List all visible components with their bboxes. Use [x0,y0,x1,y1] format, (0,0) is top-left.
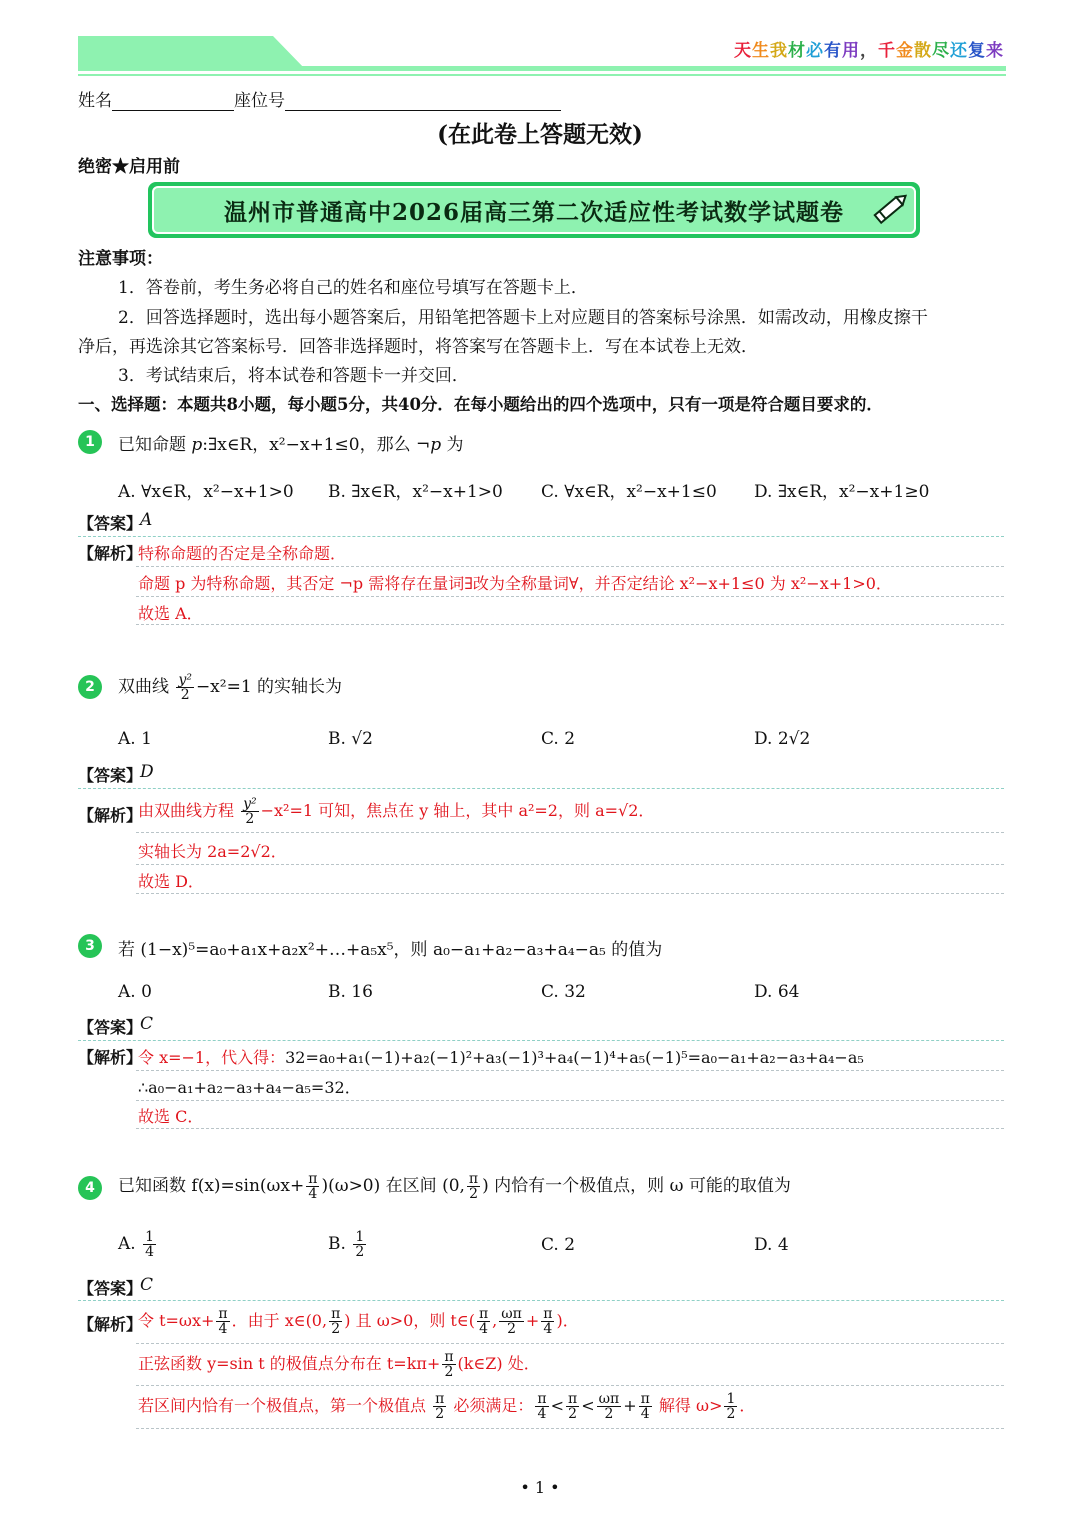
divider [136,1128,1004,1129]
instruction-2a: 2．回答选择题时，选出每小题答案后，用铅笔把答题卡上对应题目的答案标号涂黑．如需改动，用橡皮擦干 [118,308,928,328]
q4-stem-a: 已知函数 f(x)=sin(ωx+ [118,1176,305,1196]
slogan-char: 还 [950,41,968,61]
question-number: 1 [78,430,102,454]
frac-pi-2 [442,1350,455,1379]
question-number: 3 [78,934,102,958]
slogan-char: 来 [986,41,1004,61]
slogan-char: 散 [914,41,932,61]
frac-num: π [218,1306,228,1322]
q4-option-a[interactable] [118,1226,158,1262]
frac-den: 2 [604,1406,614,1422]
seat-label: 座位号 [234,91,285,111]
frac-pi-4 [639,1392,652,1421]
q4-an3-f: 解得 ω> [653,1396,723,1415]
q4-an1-e: + [525,1311,540,1330]
frac-den: 4 [218,1321,228,1337]
slogan-char: 千 [878,41,896,61]
slogan-char: 我 [770,41,788,61]
q4-an3-d: < [581,1396,595,1415]
q2-stem-a: 双曲线 [118,677,175,697]
q3-option-c[interactable]: C. 32 [541,982,586,1002]
frac-den: 4 [145,1244,155,1260]
q3-stem: 若 (1−x)⁵=a₀+a₁x+a₂x²+…+a₅x⁵，则 a₀−a₁+a₂−a₃+a₄−a₅ 的值为 [118,940,663,960]
divider [136,893,1004,894]
q2-analysis-1 [138,796,654,826]
slogan-char: 必 [806,41,824,61]
q1-stem-b: :∃x∈R，x²−x+1≤0，那么 ¬ [202,435,431,455]
question-number: 4 [78,1176,102,1200]
q4-stem [118,1168,791,1204]
slogan-char: 生 [752,41,770,61]
frac-num: 1 [145,1229,155,1245]
seat-field[interactable] [285,92,561,111]
instruction-2b: 净后，再选涂其它答案标号．回答非选择题时，将答案写在答题卡上．写在本试卷上无效． [78,337,758,357]
pencil-icon [868,188,914,228]
q4-frac-pi-4 [306,1172,319,1201]
instructions-heading: 注意事项： [78,249,163,269]
frac-num: π [435,1391,445,1407]
instruction-3: 3．考试结束后，将本试卷和答题卡一并交回． [118,366,469,386]
divider [136,864,1004,865]
q2-option-d[interactable]: D. 2√2 [754,729,811,749]
q2-an-fraction [241,797,259,826]
divider [78,788,1004,789]
frac-1-2 [353,1230,366,1259]
frac-pi-2 [329,1307,342,1336]
analysis-label: 【解析】 [78,1315,143,1334]
notice-heading: (在此卷上答题无效) [437,121,643,148]
frac-num: 1 [726,1391,736,1407]
q1-option-a[interactable]: A. ∀x∈R，x²−x+1>0 [118,482,294,502]
title-banner [148,182,920,238]
divider [136,832,1004,833]
divider [136,1385,1004,1386]
frac-1-2 [724,1392,737,1421]
frac-pi-4 [216,1307,229,1336]
divider [136,1100,1004,1101]
q1-stem-c: 为 [441,435,464,455]
frac-den: 2 [355,1244,365,1260]
frac-wpi-2 [597,1392,622,1421]
question-number: 2 [78,675,102,699]
divider [136,1428,1004,1429]
q2-answer: D [140,762,154,782]
divider [136,1070,1004,1071]
slogan-char: 金 [896,41,914,61]
frac-den: 2 [444,1364,454,1380]
analysis-label: 【解析】 [78,544,143,563]
frac-num: ωπ [598,1391,620,1407]
q4-analysis-3 [138,1388,755,1424]
answer-label: 【答案】 [78,766,143,785]
q1-analysis-1: 特称命题的否定是全称命题． [138,544,347,563]
q4-stem-b: )(ω>0) 在区间 (0, [321,1176,465,1196]
q4-option-d[interactable]: D. 4 [754,1235,789,1255]
secret-mark: 绝密★启用前 [78,157,180,177]
frac-den: 2 [331,1321,341,1337]
q1-stem-a: 已知命题 [118,435,192,455]
frac-num: π [640,1391,650,1407]
analysis-label: 【解析】 [78,1048,143,1067]
frac-pi-2 [566,1392,579,1421]
frac-den: 4 [308,1186,318,1202]
q4-frac-pi-2 [467,1172,480,1201]
q4-an3-e: + [623,1396,637,1415]
q2-analysis-3: 故选 D． [138,872,204,891]
frac-pi-4 [477,1307,490,1336]
title-inner [152,186,916,234]
slogan [734,36,1004,61]
frac-den: 4 [537,1406,547,1422]
header-line [78,66,1006,71]
q4-an2-b: (k∈Z) 处． [457,1354,540,1373]
frac-num: 1 [355,1229,365,1245]
q4-an2-a: 正弦函数 y=sin t 的极值点分布在 t=kπ+ [138,1354,441,1373]
q1-option-c[interactable]: C. ∀x∈R，x²−x+1≤0 [541,482,717,502]
analysis-label: 【解析】 [78,806,143,825]
q2-an-frac-den: 2 [245,811,255,827]
q1-option-b[interactable]: B. ∃x∈R，x²−x+1>0 [328,482,503,502]
header-tab-shape [78,36,308,70]
frac-num: π [478,1306,489,1322]
section-heading: 一、选择题：本题共8小题，每小题5分，共40分．在每小题给出的四个选项中，只有一项是符合题目要求的． [78,395,883,414]
q3-option-b[interactable]: B. 16 [328,982,373,1002]
q4-answer: C [140,1275,154,1295]
q3-analysis-3: 故选 C． [138,1107,204,1126]
header-bar [0,0,1080,80]
q2-an-frac-num: y² [243,796,257,812]
q3-an1-red: 令 x=−1，代入得： [138,1048,286,1067]
frac-den: 2 [435,1406,445,1422]
divider [136,566,1004,567]
q2-fraction [176,673,194,702]
q2-an1-b: −x²=1 可知，焦点在 y 轴上，其中 a²=2，则 a=√2． [260,801,655,820]
q3-analysis-1 [138,1045,864,1068]
q1-stem-p: p [191,435,203,455]
slogan-char: 尽 [932,41,950,61]
frac-den: 4 [640,1406,650,1422]
frac-num: π [537,1391,547,1407]
q2-option-c[interactable]: C. 2 [541,729,576,749]
q4-analysis-1 [138,1303,579,1339]
option-label: B. [328,1234,346,1254]
q2-an1-a: 由双曲线方程 [138,801,240,820]
exam-title: 温州市普通高中2026届高三第二次适应性考试数学试题卷 [223,198,844,226]
q2-frac-num: y² [178,672,192,688]
answer-label: 【答案】 [78,1279,143,1298]
q1-analysis-3: 故选 A． [138,604,203,623]
frac-den: 2 [726,1406,736,1422]
q4-an3-b: 必须满足： [448,1396,534,1415]
q4-option-b[interactable] [328,1226,368,1262]
frac-num: π [444,1349,454,1365]
q1-answer: A [140,510,153,530]
slogan-char: ， [860,41,878,61]
q3-analysis-2: ∴a₀−a₁+a₂−a₃+a₄−a₅=32． [138,1078,361,1097]
q4-an1-f: )． [556,1311,579,1330]
divider [136,1343,1004,1344]
q1-option-d[interactable]: D. ∃x∈R，x²−x+1≥0 [754,482,930,502]
frac-pi-4 [541,1307,554,1336]
q2-stem-b: −x²=1 的实轴长为 [195,677,343,697]
divider [78,1300,1004,1301]
q4-an1-c: ) 且 ω>0，则 t∈( [344,1311,475,1330]
q4-option-c[interactable]: C. 2 [541,1235,576,1255]
q3-option-d[interactable]: D. 64 [754,982,800,1002]
q1-stem-p2: p [430,435,442,455]
frac-pi-2 [433,1392,446,1421]
q3-answer: C [140,1014,154,1034]
frac-num: π [331,1306,341,1322]
q4-stem-c: ) 内恰有一个极值点，则 ω 可能的取值为 [482,1176,791,1196]
frac-pi-4 [535,1392,548,1421]
q4-an1-a: 令 t=ωx+ [138,1311,215,1330]
slogan-char: 有 [824,41,842,61]
q4-an3-a: 若区间内恰有一个极值点，第一个极值点 [138,1396,432,1415]
frac-den: 2 [469,1186,478,1202]
q3-option-a[interactable]: A. 0 [118,982,152,1002]
divider [136,624,1004,625]
q1-analysis-2: 命题 p 为特称命题，其否定 ¬p 需将存在量词∃改为全称量词∀，并否定结论 x²−x+1≤0 为 x²−x+1>0． [138,574,892,593]
q4-an3-g: ． [739,1396,756,1415]
q3-an1-black: 32=a₀+a₁(−1)+a₂(−1)²+a₃(−1)³+a₄(−1)⁴+a₅(−1)⁵=a₀−a₁+a₂−a₃+a₄−a₅ [285,1048,864,1067]
frac-num: π [468,1171,479,1187]
frac-den: 4 [479,1321,488,1337]
frac-wpi-2 [499,1307,524,1336]
q4-an1-b: ．由于 x∈(0, [231,1311,328,1330]
page-number: • 1 • [520,1478,560,1497]
q2-option-b[interactable]: B. √2 [328,729,373,749]
frac-den: 4 [543,1321,553,1337]
frac-1-4 [143,1230,156,1259]
name-field[interactable] [112,92,234,111]
slogan-char: 复 [968,41,986,61]
q4-an1-d: , [492,1311,498,1330]
frac-num: ωπ [501,1306,522,1322]
q4-analysis-2 [138,1346,540,1382]
name-seat-row [78,86,598,112]
q2-frac-den: 2 [180,687,190,703]
answer-label: 【答案】 [78,514,143,533]
slogan-char: 材 [788,41,806,61]
frac-num: π [543,1306,553,1322]
q1-stem [118,430,464,455]
q4-an3-c: < [550,1396,564,1415]
divider [78,536,1004,537]
q2-analysis-2: 实轴长为 2a=2√2． [138,842,287,861]
divider [78,1040,1004,1041]
slogan-char: 用 [842,41,860,61]
instruction-1: 1．答卷前，考生务必将自己的姓名和座位号填写在答题卡上． [118,278,588,298]
option-label: A. [118,1234,136,1254]
q2-option-a[interactable]: A. 1 [118,729,152,749]
header-line-thin [78,74,1006,76]
frac-den: 2 [568,1406,578,1422]
answer-label: 【答案】 [78,1018,143,1037]
frac-den: 2 [507,1321,516,1337]
name-label: 姓名 [78,91,112,111]
q2-stem [118,672,342,702]
slogan-char: 天 [734,41,752,61]
frac-num: π [568,1391,578,1407]
divider [136,596,1004,597]
frac-num: π [308,1171,318,1187]
